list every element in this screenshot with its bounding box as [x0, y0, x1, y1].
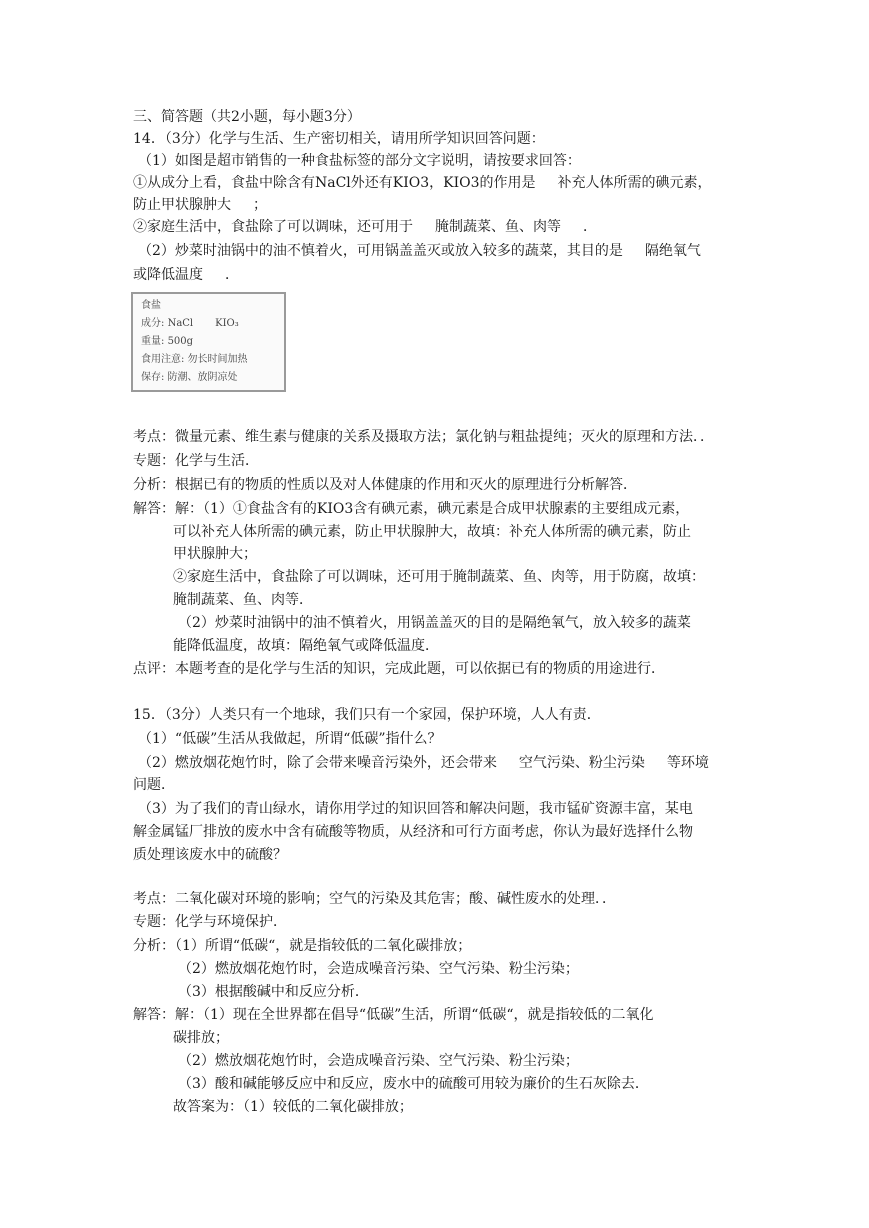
salt-label-weight: 重量: 500g — [141, 336, 194, 347]
q14-jieda-7: 能降低温度，故填：隔绝氧气或降低温度． — [173, 638, 439, 654]
q14-jieda-2: 可以补充人体所需的碘元素，防止甲状腺肿大，故填：补充人体所需的碘元素，防止 — [173, 524, 691, 540]
q15-part3-line3: 质处理该废水中的硫酸？ — [133, 847, 287, 863]
q15-kaodian: 考点：二氧化碳对环境的影响；空气的污染及其危害；酸、碱性废水的处理．． — [133, 891, 616, 907]
q14-fenxi: 分析：根据已有的物质的性质以及对人体健康的作用和灭火的原理进行分析解答． — [133, 477, 637, 493]
q14-jieda-1: 解答：解：（1）①食盐含有的KIO3含有碘元素，碘元素是合成甲状腺素的主要组成元素， — [133, 501, 690, 517]
q14-answer-1a-cont: 防止甲状腺肿大 — [133, 197, 231, 213]
q15-jieda-3: （2）燃放烟花炮竹时，会造成噪音污染、空气污染、粉尘污染； — [178, 1053, 579, 1069]
q15-answer-2: 空气污染、粉尘污染 — [518, 755, 645, 771]
q14-zhuanti: 专题：化学与生活． — [133, 453, 259, 469]
q15-part2-line1: （2）燃放烟花炮竹时，除了会带来噪音污染外，还会带来 空气污染、粉尘污染 等环境 — [138, 755, 709, 771]
q15-part3-line1: （3）为了我们的青山绿水，请你用学过的知识回答和解决问题，我市锰矿资源丰富，某电 — [138, 801, 693, 817]
salt-label-title: 食盐 — [141, 300, 161, 311]
q14-jieda-6: （2）炒菜时油锅中的油不慎着火，用锅盖盖灭的目的是隔绝氧气，放入较多的蔬菜 — [178, 615, 691, 631]
q14-answer-1b: 腌制蔬菜、鱼、肉等 — [435, 219, 561, 235]
q14-jieda-5: 腌制蔬菜、鱼、肉等． — [173, 592, 313, 608]
q14-answer-2-cont: 或降低温度 — [133, 267, 203, 283]
q14-part2-line2: 或降低温度 ． — [133, 267, 239, 283]
q14-jieda-4: ②家庭生活中，食盐除了可以调味，还可用于腌制蔬菜、鱼、肉等，用于防腐，故填： — [173, 569, 705, 585]
q14-part1a-line2: 防止甲状腺肿大 ； — [133, 197, 267, 213]
q15-part3-line2: 解金属锰厂排放的废水中含有硫酸等物质，从经济和可行方面考虑，你认为最好选择什么物 — [133, 824, 693, 840]
q15-part2-line2: 问题． — [133, 777, 175, 793]
salt-label-usage: 食用注意: 勿长时间加热 — [141, 354, 248, 365]
q15-jieda-5: 故答案为：（1）较低的二氧化碳排放； — [173, 1099, 413, 1115]
section-heading: 三、简答题（共2小题，每小题3分） — [133, 109, 361, 125]
q15-fenxi-1: 分析：（1）所谓“低碳“，就是指较低的二氧化碳排放； — [133, 938, 472, 954]
q14-jieda-3: 甲状腺肿大； — [173, 546, 257, 562]
q14-dianping: 点评：本题考查的是化学与生活的知识，完成此题，可以依据已有的物质的用途进行． — [133, 661, 665, 677]
q15-zhuanti: 专题：化学与环境保护． — [133, 914, 287, 930]
q14-part2-line1: （2）炒菜时油锅中的油不慎着火，可用锅盖盖灭或放入较多的蔬菜，其目的是 隔绝氧气 — [138, 243, 701, 259]
q15-jieda-1: 解答：解：（1）现在全世界都在倡导“低碳”生活，所谓“低碳“，就是指较低的二氧化 — [133, 1007, 654, 1023]
q14-answer-2: 隔绝氧气 — [644, 243, 701, 259]
q15-fenxi-3: （3）根据酸碱中和反应分析． — [178, 984, 369, 1000]
q15-jieda-4: （3）酸和碱能够反应中和反应，废水中的硫酸可用较为廉价的生石灰除去． — [178, 1076, 649, 1092]
salt-label-ingredients: 成分: NaCl KIO₃ — [141, 318, 239, 329]
q14-answer-1a: 补充人体所需的碘元素， — [557, 175, 712, 191]
q14-part1b: ②家庭生活中，食盐除了可以调味，还可用于 腌制蔬菜、鱼、肉等 ． — [133, 219, 597, 235]
q15-part1: （1）“低碳”生活从我做起，所谓“低碳”指什么？ — [138, 731, 442, 747]
q15-stem: 15．（3分）人类只有一个地球，我们只有一个家园，保护环境，人人有责． — [133, 707, 601, 723]
salt-label-storage: 保存: 防潮、放阴凉处 — [141, 372, 238, 383]
salt-label-image — [131, 292, 286, 392]
q15-fenxi-2: （2）燃放烟花炮竹时，会造成噪音污染、空气污染、粉尘污染； — [178, 961, 579, 977]
q14-part1a-line1: ①从成分上看，食盐中除含有NaCl外还有KIO3，KIO3的作用是 补充人体所需的碘元素， — [133, 175, 712, 191]
q15-jieda-2: 碳排放； — [173, 1030, 229, 1046]
q14-stem: 14．（3分）化学与生活、生产密切相关，请用所学知识回答问题： — [133, 131, 545, 147]
q14-kaodian: 考点：微量元素、维生素与健康的关系及摄取方法；氯化钠与粗盐提纯；灭火的原理和方法．． — [133, 429, 714, 445]
q14-part1: （1）如图是超市销售的一种食盐标签的部分文字说明，请按要求回答： — [138, 153, 581, 169]
